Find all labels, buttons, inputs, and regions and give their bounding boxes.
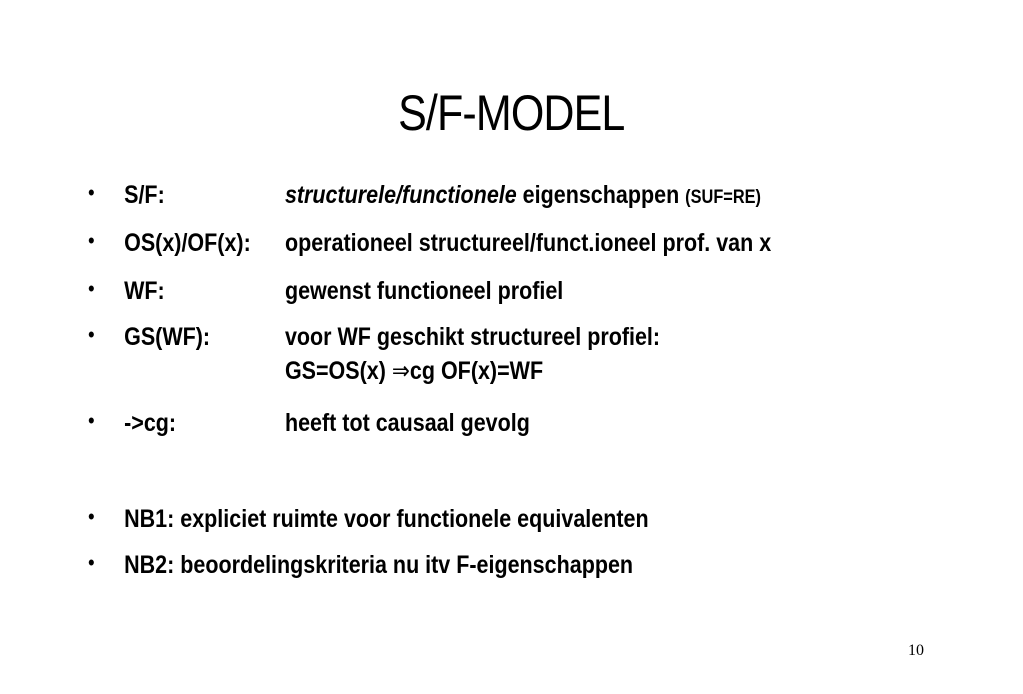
bullet-label: S/F: — [124, 181, 165, 209]
bullet-icon: • — [88, 276, 95, 301]
bullet-description: operationeel structureel/funct.ioneel prof. van x — [284, 229, 772, 257]
implies-arrow-icon: ⇒ — [391, 356, 410, 385]
bullet-description: heeft tot causaal gevolg — [284, 409, 530, 437]
bullet-description — [285, 180, 761, 210]
bullet-icon: • — [88, 408, 95, 433]
bullet-label: WF: — [124, 277, 165, 305]
note-text: NB1: expliciet ruimte voor functionele equivalenten — [124, 505, 649, 533]
slide-title: S/F-MODEL — [398, 85, 625, 141]
bullet-description-italic: structurele/functionele — [284, 181, 517, 209]
bullet-formula — [285, 356, 543, 386]
bullet-icon: • — [88, 322, 95, 347]
formula-left: GS=OS(x) — [284, 357, 392, 385]
bullet-icon: • — [88, 228, 95, 253]
bullet-icon: • — [88, 180, 95, 205]
bullet-description-rest: eigenschappen — [516, 181, 686, 209]
bullet-description-note: (SUF=RE) — [685, 187, 761, 208]
bullet-description: voor WF geschikt structureel profiel: — [284, 323, 661, 351]
bullet-icon: • — [88, 550, 95, 575]
formula-right: cg OF(x)=WF — [409, 357, 544, 385]
bullet-label: GS(WF): — [124, 323, 211, 351]
bullet-description: gewenst functioneel profiel — [284, 277, 564, 305]
bullet-label: OS(x)/OF(x): — [124, 229, 251, 257]
note-text: NB2: beoordelingskriteria nu itv F-eigenschappen — [124, 551, 634, 579]
page-number: 10 — [908, 642, 924, 659]
bullet-label: ->cg: — [124, 409, 177, 437]
bullet-icon: • — [88, 504, 95, 529]
